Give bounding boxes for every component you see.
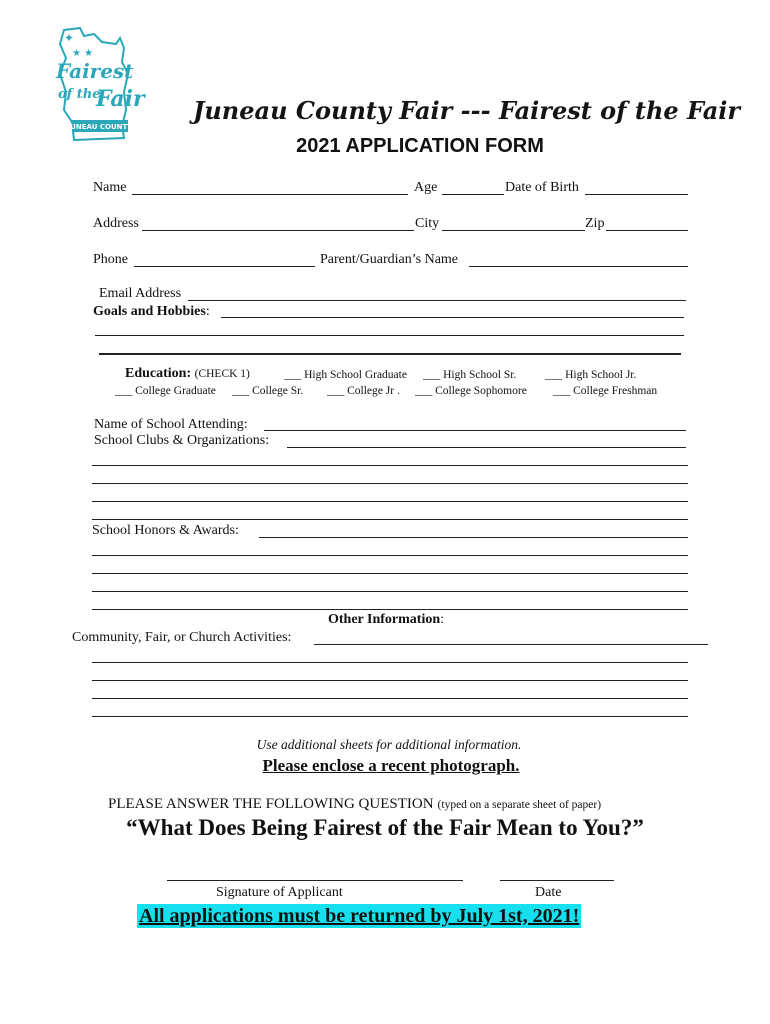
age-field[interactable] xyxy=(442,194,504,195)
guardian-field[interactable] xyxy=(469,266,688,267)
edu-college-sophomore[interactable]: ___ College Sophomore xyxy=(415,385,527,397)
phone-field[interactable] xyxy=(134,266,315,267)
honors-line-5[interactable] xyxy=(92,609,688,610)
guardian-label: Parent/Guardian’s Name xyxy=(320,252,459,267)
education-label: Education: (CHECK 1) xyxy=(125,366,250,381)
goals-line-2[interactable] xyxy=(95,335,684,336)
address-field[interactable] xyxy=(142,230,414,231)
edu-college-senior[interactable]: ___ College Sr. xyxy=(232,385,304,397)
svg-text:★ ★: ★ ★ xyxy=(72,48,94,59)
community-label: Community, Fair, or Church Activities: xyxy=(72,630,292,645)
additional-sheets-note: Use additional sheets for additional information. xyxy=(256,737,522,752)
logo-line1: Fairest xyxy=(56,59,134,83)
zip-field[interactable] xyxy=(606,230,688,231)
school-honors-label: School Honors & Awards: xyxy=(92,523,239,538)
fair-logo xyxy=(50,22,146,150)
edu-college-junior[interactable]: ___ College Jr . xyxy=(327,385,400,397)
logo-line3: Fair xyxy=(96,86,145,112)
name-field[interactable] xyxy=(132,194,408,195)
dob-field[interactable] xyxy=(585,194,688,195)
community-line-4[interactable] xyxy=(92,698,688,699)
edu-hs-junior[interactable]: ___ High School Jr. xyxy=(545,369,637,381)
form-subtitle: 2021 APPLICATION FORM xyxy=(296,135,544,157)
phone-label: Phone xyxy=(93,252,128,267)
name-label: Name xyxy=(93,180,127,195)
signature-field[interactable] xyxy=(167,880,463,881)
clubs-line-5[interactable] xyxy=(92,519,688,520)
school-honors-field[interactable] xyxy=(259,537,688,538)
answer-instruction: PLEASE ANSWER THE FOLLOWING QUESTION (typed on a separate sheet of paper) xyxy=(108,796,602,812)
age-label: Age xyxy=(414,180,438,195)
honors-line-2[interactable] xyxy=(92,555,688,556)
edu-college-graduate[interactable]: ___ College Graduate xyxy=(115,385,216,397)
email-label: Email Address xyxy=(99,286,182,301)
clubs-line-4[interactable] xyxy=(92,501,688,502)
essay-question: “What Does Being Fairest of the Fair Mean to You?” xyxy=(126,815,644,840)
honors-line-3[interactable] xyxy=(92,573,688,574)
goals-field[interactable] xyxy=(221,317,684,318)
school-attending-label: Name of School Attending: xyxy=(94,417,248,432)
wisconsin-map-icon xyxy=(50,22,146,150)
school-clubs-label: School Clubs & Organizations: xyxy=(94,433,270,448)
edu-hs-graduate[interactable]: ___ High School Graduate xyxy=(284,369,407,381)
goals-label: Goals and Hobbies: xyxy=(93,304,210,319)
signature-label: Signature of Applicant xyxy=(216,885,343,900)
dob-label: Date of Birth xyxy=(505,180,579,195)
edu-college-freshman[interactable]: ___ College Freshman xyxy=(553,385,658,397)
community-line-3[interactable] xyxy=(92,680,688,681)
community-line-2[interactable] xyxy=(92,662,688,663)
honors-line-4[interactable] xyxy=(92,591,688,592)
date-label: Date xyxy=(535,885,562,900)
community-line-5[interactable] xyxy=(92,716,688,717)
school-clubs-field[interactable] xyxy=(287,447,686,448)
email-field[interactable] xyxy=(188,300,686,301)
logo-line2: of the xyxy=(58,87,101,102)
clubs-line-3[interactable] xyxy=(92,483,688,484)
city-label: City xyxy=(415,216,440,231)
deadline-banner: All applications must be returned by July 1st, 2021! xyxy=(139,905,580,927)
logo-county: JUNEAU COUNTY xyxy=(67,123,133,131)
school-attending-field[interactable] xyxy=(264,430,686,431)
address-label: Address xyxy=(93,216,139,231)
photo-note: Please enclose a recent photograph. xyxy=(262,756,520,775)
zip-label: Zip xyxy=(585,216,605,231)
clubs-line-2[interactable] xyxy=(92,465,688,466)
edu-hs-senior[interactable]: ___ High School Sr. xyxy=(423,369,517,381)
goals-line-3[interactable] xyxy=(99,353,681,355)
city-field[interactable] xyxy=(442,230,585,231)
community-field[interactable] xyxy=(314,644,708,645)
date-field[interactable] xyxy=(500,880,614,881)
svg-text:✦: ✦ xyxy=(64,31,75,45)
form-title: Juneau County Fair --- Fairest of the Fair xyxy=(193,96,741,125)
other-info-heading: Other Information: xyxy=(328,612,445,627)
